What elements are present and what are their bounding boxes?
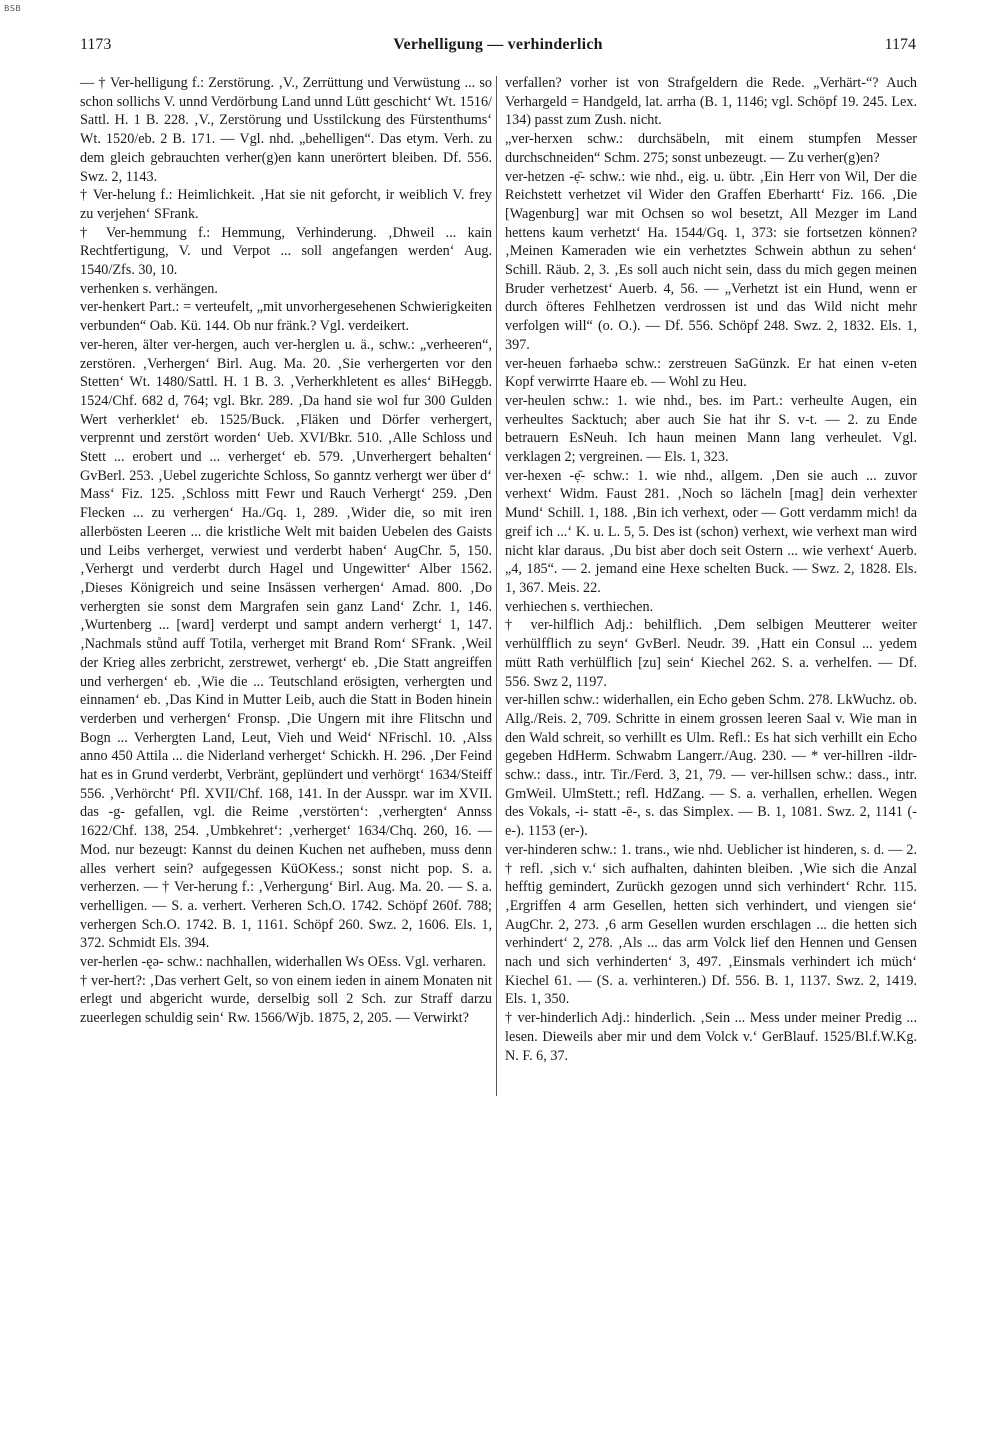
entry-verhexen: ver-hexen -ẹ̄- schw.: 1. wie nhd., allgem. ‚Den sie auch ... zuvor verhext‘ Widm. Faust 281. ‚Noch so lächeln [mag] dein verhexter Mund‘ Schill. 1, 188. ‚Bin ich verhext, oder — Gott verdamm mich! da greif ich ...‘ K. u. L. 5, 5. Des ist (schon) verhext, wie verhext man wird nicht klar daraus. ‚Du bist aber doch seit Ostern ... wie verhext‘ Auerb. „4, 185“. — 2. jemand eine Hexe schelten Buck. — Swz. 2, 1828. Els. 1, 367. Meis. 22. bbox=[505, 467, 917, 596]
entry-verheren: ver-heren, älter ver-hergen, auch ver-herglen u. ä., schw.: „verheeren“, zerstören. ‚Verhergen‘ Birl. Aug. Ma. 20. ‚Sie verhergerten vor den Stetten‘ Wt. 1480/Sattl. H. 1 B. 3. ‚Verherkhletent es alles‘ BiHeggb. 1524/Chf. 682 d, 764; vgl. Bkr. 289. ‚Da hand sie wol fur 300 Gulden Wert verherklet‘ eb. 1525/Buck. ‚Fläken und Dörfer verhergert, verprennt und zerstört worden‘ Ueb. XVI/Bkr. 510. ‚Alle Schloss und Stett ... erobert und ... verherget‘ eb. 579. ‚Unverhergert behalten‘ GvBerl. 253. ‚Uebel zugerichte Schloss, So ganntz verhergt wer über d‘ Mass‘ Fiz. 125. ‚Schloss mitt Fewr und Rauch Verhergt‘ 259. ‚Den Flecken ... zu verhergen‘ Ha./Gq. 1, 289. ‚Wider die, so mit iren allerbösten Leeren ... die kristliche Welt mit baiden Uebelen des Gaists und Leibs verherget, verwiest und verderbt haben‘ AugChr. 5, 150. ‚Verhergt und verderbt durch Hagel und Ungewitter‘ Alber 1562. ‚Dieses Königreich und seine Insässen verhergen‘ Amad. 800. ‚Do verhergten sie sonst dem Margrafen sein ganz Land‘ Zchr. 1, 146. ‚Wurtenberg ... [ward] verderpt und sampt andern verhergt‘ 1, 147. ‚Nachmals stůnd auff Totila, verherget mit Brand Rom‘ SFrank. ‚Weil der Krieg alles zerbricht, zerstrewet, verhergt‘ eb. ‚Die Statt angreiffen und verhergen‘ eb. ‚Wie die ... Teutschland erösigten, verhergten und einnamen‘ eb. ‚Das Kind in Mutter Leib, auch die Statt in Boden hinein verderben und verhergen‘ Fronsp. ‚Die Ungern mit ihre Flitschn und Bogn ... Verhergten Land, Leut, Vieh und Weid‘ NFrischl. 10. ‚Alss anno 450 Attila ... die Niderland verherget‘ Schickh. H. 296. ‚Der Feind hat es in Grund verderbt, Verbränt, geplündert und verhörgt‘ 1634/Steiff 556. ‚Verhörcht‘ Pfl. XVII/Chf. 168, 141. In der Ausspr. war im XVII. das -g- gefallen, vgl. die Reime ‚verstörten‘: ‚verhergten‘ Annss 1622/Chf. 138, 254. ‚Umbkehret‘: ‚verherget‘ 1634/Chq. 260, 16. — Mod. nur bezeugt: Kannst du deinen Kuchen net aufheben, muss denn alles verhert sein? aufgegessen KüOKess.; sonst nicht pop. S. a. verherzen. — † Ver-herung f.: ‚Verhergung‘ Birl. Aug. Ma. 20. — S. a. verhelligen. — S. a. verhert. Verheren Sch.O. 1742. Schöpf 260f. 788; verhergen Sch.O. 1742. B. 1, 1161. Schöpf 260. Swz. 2, 1606. Els. 1, 372. Schmidt Els. 394. bbox=[80, 336, 492, 952]
entry-verhert-cont: verfallen? vorher ist von Strafgeldern die Rede. „Verhärt-“? Auch Verhargeld = Handgeld, lat. arrha (B. 1, 1146; vgl. Schöpf 19. 245. Lex. 134) passt zum Zush. nicht. bbox=[505, 75, 917, 129]
entry-verhilflich: † ver-hilflich Adj.: behilflich. ‚Dem selbigen Meutterer weiter verhülfflich zu seyn‘ GvBerl. Neudr. 39. ‚Hatt ein Consul ... yedem mütt Rath verhülflich [zu] sein‘ Kiechel 262. S. a. verhelfen. — Df. 556. Swz 2, 1197. bbox=[505, 617, 917, 690]
entry-verhenkert: ver-henkert Part.: = verteufelt, „mit unvorhergesehenen Schwierigkeiten verbunden“ Oab. Kü. 144. Ob nur fränk.? Vgl. verdeikert. bbox=[80, 299, 492, 335]
page-header bbox=[80, 30, 916, 60]
entry-verhiechen: verhiechen s. verthiechen. bbox=[505, 598, 654, 615]
entry-verhert: † ver-hert?: ‚Das verhert Gelt, so von einem ieden in ainem Monaten nit erlegt und abgericht wurde, derselbig soll 2 Sch. zur Straff darzu zueerlegen schuldig sein‘ Rw. 1566/Wjb. 1875, 2, 205. — Verwirkt? bbox=[80, 972, 492, 1027]
running-title: Verhelligung — verhinderlich bbox=[393, 36, 603, 53]
entry-verhelligung: — † Ver-helligung f.: Zerstörung. ‚V., Zerrüttung und Verwüstung ... so schon sollichs V. unnd Verdörbung Land unnd Lütt geschicht‘ Wt. 1516/ Sattl. H. 1 B. 228. ‚V., Zerstörung und Usstilckung des Fürstenthums‘ Wt. 1520/eb. 2 B. 171. — Vgl. nhd. „behelligen“. Das etym. Verh. zu dem gleich gebrauchten verher(g)en kann unerörtert bleiben. Df. 556. Swz. 2, 1143. bbox=[80, 75, 492, 185]
right-column bbox=[505, 74, 917, 1065]
page-number-right: 1174 bbox=[884, 36, 916, 53]
entry-verhelung: † Ver-helung f.: Heimlichkeit. ‚Hat sie nit geforcht, ir weiblich V. frey zu verjehen‘ SFrank. bbox=[80, 187, 492, 222]
entry-verhetzen: ver-hetzen -ẹ̄- schw.: wie nhd., eig. u. übtr. ‚Ein Herr von Wil, Der die Reichstett verhetzet vil Wider den Graffen Eberhartt‘ Fiz. 166. ‚Die [Wagenburg] war mit Ochsen so wol besetzt, All Mezger im Land hettens kaum verhetzt‘ Ha. 1544/Gq. 1, 373: sie fortsetzen können? ‚Meinen Kameraden wie ein verhetztes Schwein abthun zu sehen‘ Schill. Räub. 2, 3. ‚Es soll auch nicht sein, dass du mich gegen meinen Bruder verhetzest‘ Auerb. 4, 56. — „Verhetzt ist ein Hund, wenn er durch öfteres Fehlhetzen verdrossen ist und das Wild nicht mehr verfolgen will“ (o. O.). — Df. 556. Schöpf 248. Swz. 2, 1832. Els. 1, 397. bbox=[505, 168, 917, 353]
page-number-left: 1173 bbox=[80, 36, 112, 53]
column-divider bbox=[496, 76, 497, 1096]
entry-verherxen: „ver-herxen schw.: durchsäbeln, mit einem stumpfen Messer durchschneiden“ Schm. 275; sonst unbezeugt. — Zu verher(g)en? bbox=[505, 131, 917, 166]
entry-verhinderlich: † ver-hinderlich Adj.: hinderlich. ‚Sein ... Mess under meiner Predig ... lesen. Dieweils aber mir und dem Volck v.‘ GerBlauf. 1525/Bl.f.W.Kg. N. F. 6, 37. bbox=[505, 1010, 917, 1064]
entry-verhemmung: † Ver-hemmung f.: Hemmung, Verhinderung. ‚Dhweil ... kain Rechtfertigung, V. und Verpot ... soll angefangen werden‘ Aug. 1540/Zfs. 30, 10. bbox=[80, 224, 492, 279]
entry-verheuen: ver-heuen fərhaebə schw.: zerstreuen SaGünzk. Er hat einen v-eten Kopf verwirrte Haare eb. — Wohl zu Heu. bbox=[505, 355, 917, 391]
entry-verhillen: ver-hillen schw.: widerhallen, ein Echo geben Schm. 278. LkWuchz. ob. Allg./Reis. 2, 709. Schritte in einem grossen leeren Saal v. Wie man in den Wald schreit, so verhillt es Ulm. Refl.: Es hat sich verhillt ein Echo gegeben HdHerm. Schwabm Langerr./Aug. 230. — * ver-hillren -ildr- schw.: dass., intr. Tir./Ferd. 3, 21, 79. — ver-hillsen schw.: dass., intr. GmWeil. UlmStett.; refl. HdZang. — S. a. verhallen, erhellen. Wegen des Vokals, -i- statt -ē-, s. das Simplex. — B. 1, 1081. Swz. 2, 1141 (-e-). 1153 (er-). bbox=[505, 692, 917, 840]
entry-verhenken: verhenken s. verhängen. bbox=[80, 280, 218, 297]
left-column bbox=[80, 74, 492, 1028]
entry-verherlen: ver-herlen -ęə- schw.: nachhallen, widerhallen Ws OEss. Vgl. verharen. bbox=[80, 954, 487, 971]
entry-verhinderen: ver-hinderen schw.: 1. trans., wie nhd. Ueblicher ist hinderen, s. d. — 2. † refl. ‚sich v.‘ sich aufhalten, dahinten bleiben. ‚Wie sich die Anzal hefftig gemindert, Zurückh gezogen unnd sich verhindert‘ Rchr. 115. ‚Ergriffen 4 arm Gesellen, hetten sich verhindert, und viengen sie‘ AugChr. 2, 273. ‚6 arm Gesellen wurden erschlagen ... die hetten sich verhindert‘ 2, 278. ‚Als ... das arm Volck lief den Hennen und Gensen nach und sich verhinderten‘ 3, 497. ‚Einsmals verhindert ich müch‘ Kiechel 61. — (S. a. verhinteren.) Df. 556. B. 1, 1137. Swz. 2, 1419. Els. 1, 350. bbox=[505, 841, 917, 1008]
entry-verheulen: ver-heulen schw.: 1. wie nhd., bes. im Part.: verheulte Augen, ein verheultes Sacktuch; aber auch Sie hat ihr S. v-t. — 2. zu Ende betrauern EsNeuh. Ich haun meinen Mann lang verheulet. Vgl. verklagen 2; vergreinen. — Els. 1, 323. bbox=[505, 392, 917, 466]
library-stamp: BSB bbox=[4, 4, 22, 13]
